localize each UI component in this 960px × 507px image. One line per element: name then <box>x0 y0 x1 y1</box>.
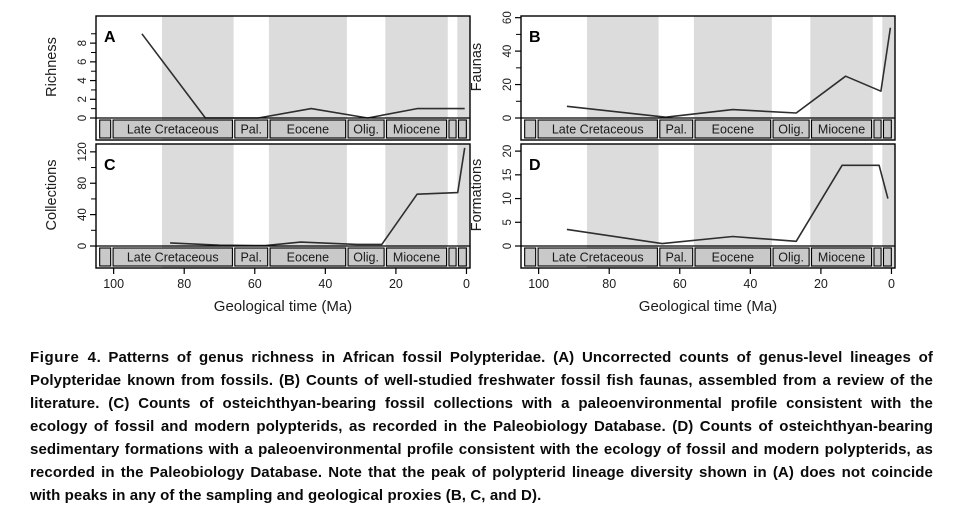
epoch-label: Pal. <box>665 250 688 265</box>
y-tick-label: 60 <box>502 11 514 25</box>
epoch-box <box>100 120 111 138</box>
x-tick-label: 0 <box>462 277 470 291</box>
epoch-box <box>883 248 891 266</box>
epoch-box <box>525 248 536 266</box>
epoch-label: Olig. <box>778 250 804 265</box>
figure-caption-text: Patterns of genus richness in African fossil Polypteridae. (A) Uncorrected counts of genus-level lineages of Polypteridae known from fossils. (B) Counts of well-studied freshwater fossil fish faunas, assembled from a review of the literature. (C) Counts of osteichthyan-bearing fossil collections with a paleoenvironmental profile consistent with the ecology of fossil and modern polypterids, as recorded in the Paleobiology Database. (D) Counts of osteichthyan-bearing sedimentary formations with a paleoenvironmental profile consistent with the ecology of fossil and modern polypterids, as recorded in the Paleobiology Database. Note that the peak of polypterid lineage diversity shown in (A) does not coincide with peaks in any of the sampling and geological proxies (B, C, and D). <box>30 349 933 504</box>
x-tick-label: 100 <box>103 277 125 291</box>
epoch-label: Late Cretaceous <box>126 122 219 137</box>
epoch-label: Late Cretaceous <box>126 250 219 265</box>
epoch-box <box>100 248 111 266</box>
y-axis-title: Collections <box>44 159 60 231</box>
y-tick-label: 0 <box>77 114 89 122</box>
epoch-label: Olig. <box>778 122 804 137</box>
x-tick-label: 60 <box>672 277 687 291</box>
panel-letter: C <box>104 157 116 174</box>
y-axis-title: Faunas <box>469 42 485 92</box>
epoch-box <box>458 248 466 266</box>
y-tick-label: 0 <box>502 242 514 250</box>
epoch-box <box>874 120 881 138</box>
panel-A <box>44 16 470 140</box>
epoch-label: Pal. <box>665 122 688 137</box>
epoch-label: Pal. <box>240 250 263 265</box>
epoch-label: Miocene <box>392 122 441 137</box>
epoch-label: Miocene <box>817 122 866 137</box>
epoch-box <box>458 120 466 138</box>
epoch-box <box>449 248 456 266</box>
y-tick-label: 0 <box>77 242 89 250</box>
x-tick-label: 0 <box>887 277 895 291</box>
figure-caption <box>30 346 933 507</box>
panel-letter: B <box>529 29 541 46</box>
panel-C <box>44 142 470 315</box>
y-tick-label: 8 <box>77 39 89 47</box>
x-tick-label: 40 <box>743 277 758 291</box>
y-tick-label: 4 <box>77 77 89 84</box>
epoch-label: Pal. <box>240 122 263 137</box>
y-tick-label: 2 <box>77 96 89 103</box>
figure-caption-label: Figure 4. <box>30 349 102 366</box>
y-tick-label: 40 <box>502 44 514 58</box>
epoch-label: Eocene <box>711 122 755 137</box>
y-tick-label: 0 <box>502 114 514 122</box>
y-tick-label: 5 <box>502 219 514 226</box>
epoch-box <box>874 248 881 266</box>
epoch-label: Late Cretaceous <box>551 122 644 137</box>
epoch-label: Miocene <box>817 250 866 265</box>
y-tick-label: 40 <box>77 208 89 222</box>
x-tick-label: 40 <box>318 277 333 291</box>
panel-B <box>469 11 895 140</box>
y-tick-label: 20 <box>502 144 514 158</box>
epoch-label: Late Cretaceous <box>551 250 644 265</box>
x-tick-label: 20 <box>388 277 403 291</box>
panel-letter: D <box>529 157 541 174</box>
y-tick-label: 15 <box>502 168 514 182</box>
epoch-label: Eocene <box>286 122 330 137</box>
x-tick-label: 60 <box>247 277 262 291</box>
x-tick-label: 80 <box>177 277 192 291</box>
epoch-label: Eocene <box>711 250 755 265</box>
x-axis-title: Geological time (Ma) <box>638 298 778 315</box>
panel-D <box>469 144 895 315</box>
y-axis-title: Richness <box>44 37 60 97</box>
y-tick-label: 20 <box>502 78 514 91</box>
x-tick-label: 20 <box>813 277 828 291</box>
y-tick-label: 120 <box>77 142 89 162</box>
epoch-box <box>883 120 891 138</box>
epoch-label: Miocene <box>392 250 441 265</box>
x-axis-title: Geological time (Ma) <box>213 298 353 315</box>
epoch-label: Olig. <box>353 122 379 137</box>
epoch-box <box>525 120 536 138</box>
epoch-label: Eocene <box>286 250 330 265</box>
y-tick-label: 10 <box>502 192 514 205</box>
y-axis-title: Formations <box>469 158 485 232</box>
panel-letter: A <box>104 29 116 46</box>
epoch-box <box>449 120 456 138</box>
y-tick-label: 80 <box>77 176 89 190</box>
x-tick-label: 100 <box>528 277 550 291</box>
y-tick-label: 6 <box>77 58 89 66</box>
epoch-label: Olig. <box>353 250 379 265</box>
x-tick-label: 80 <box>602 277 617 291</box>
